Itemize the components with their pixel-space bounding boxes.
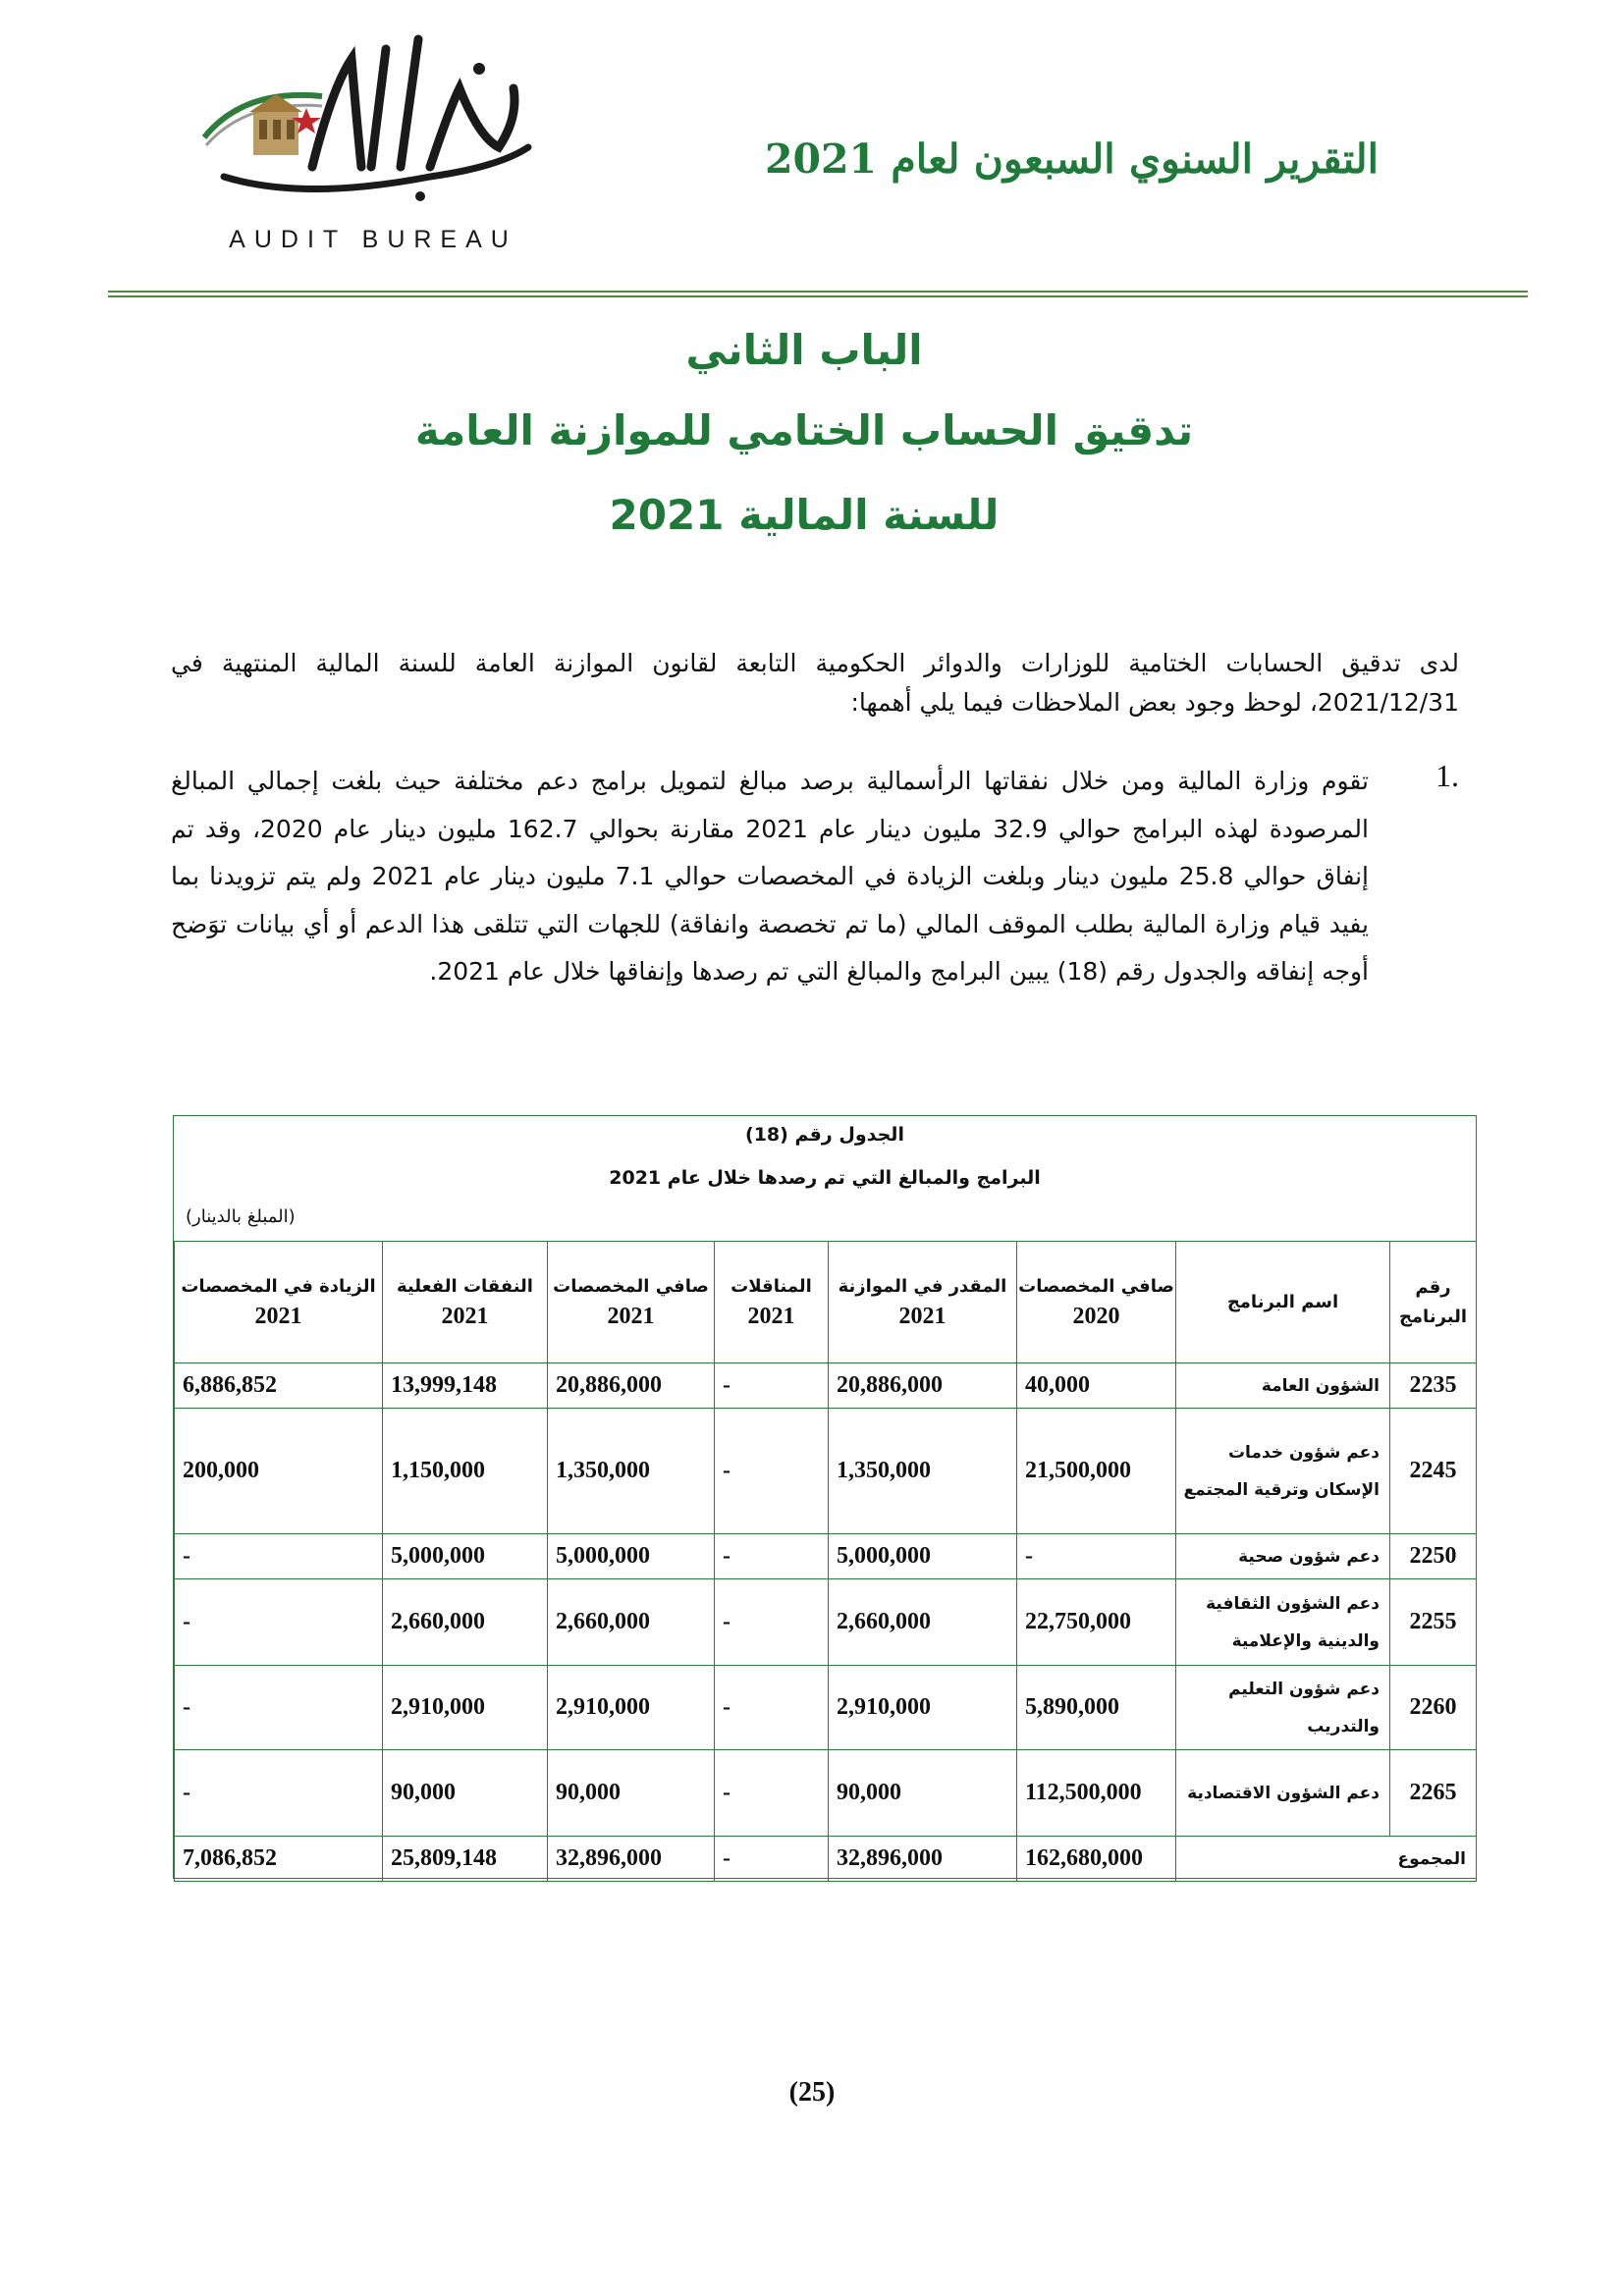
- cell-program-no: 2235: [1390, 1363, 1477, 1409]
- table-row: [175, 1409, 1477, 1534]
- cell-program-name: دعم الشؤون الاقتصادية: [1176, 1750, 1390, 1837]
- cell-transfers-2021: -: [715, 1579, 829, 1666]
- cell-program-no: 2265: [1390, 1750, 1477, 1837]
- cell-actual-2021: 2,660,000: [383, 1579, 548, 1666]
- cell-total-transfers-2021: -: [715, 1837, 829, 1882]
- cell-program-no: 2255: [1390, 1579, 1477, 1666]
- cell-budget-2021: 2,660,000: [829, 1579, 1017, 1666]
- cell-program-name: دعم شؤون التعليم والتدريب: [1176, 1666, 1390, 1750]
- audit-bureau-logo: [185, 29, 550, 275]
- cell-actual-2021: 5,000,000: [383, 1534, 548, 1579]
- header-divider: [108, 291, 1528, 293]
- table-total-row: [175, 1837, 1477, 1882]
- cell-net-alloc-2020: 40,000: [1017, 1363, 1176, 1409]
- cell-increase-2021: -: [175, 1579, 383, 1666]
- table-row: [175, 1579, 1477, 1666]
- cell-total-label: المجموع: [1176, 1837, 1477, 1882]
- cell-transfers-2021: -: [715, 1409, 829, 1534]
- chapter-subtitle: تدقيق الحساب الختامي للموازنة العامة: [414, 406, 1194, 454]
- report-title: التقرير السنوي السبعون لعام 2021: [764, 135, 1379, 183]
- cell-net-alloc-2021: 2,910,000: [548, 1666, 715, 1750]
- table-row: [175, 1534, 1477, 1579]
- cell-budget-2021: 1,350,000: [829, 1409, 1017, 1534]
- header-transfers-2021: المناقلات 2021: [715, 1242, 829, 1363]
- cell-net-alloc-2021: 5,000,000: [548, 1534, 715, 1579]
- cell-net-alloc-2020: -: [1017, 1534, 1176, 1579]
- header-budget-2021: المقدر في الموازنة 2021: [829, 1242, 1017, 1363]
- table-unit-note: (المبلغ بالدينار): [186, 1206, 296, 1227]
- cell-net-alloc-2020: 21,500,000: [1017, 1409, 1176, 1534]
- cell-total-actual-2021: 25,809,148: [383, 1837, 548, 1882]
- header-divider-secondary: [108, 295, 1528, 297]
- cell-increase-2021: 6,886,852: [175, 1363, 383, 1409]
- header-program-no: رقم البرنامج: [1390, 1242, 1477, 1363]
- cell-net-alloc-2021: 1,350,000: [548, 1409, 715, 1534]
- page-number: (25): [788, 2077, 836, 2108]
- table-header-row: [175, 1242, 1477, 1363]
- programs-table: [174, 1241, 1477, 1882]
- header-program-name: اسم البرنامج: [1176, 1242, 1390, 1363]
- cell-increase-2021: -: [175, 1666, 383, 1750]
- header-increase-2021: الزيادة في المخصصات 2021: [175, 1242, 383, 1363]
- programs-table-box: [173, 1115, 1477, 1879]
- cell-program-name: الشؤون العامة: [1176, 1363, 1390, 1409]
- table-number-caption: الجدول رقم (18): [745, 1124, 904, 1146]
- cell-increase-2021: -: [175, 1750, 383, 1837]
- header-net-alloc-2021: صافي المخصصات 2021: [548, 1242, 715, 1363]
- cell-total-net-alloc-2021: 32,896,000: [548, 1837, 715, 1882]
- cell-program-no: 2245: [1390, 1409, 1477, 1534]
- cell-budget-2021: 2,910,000: [829, 1666, 1017, 1750]
- cell-increase-2021: -: [175, 1534, 383, 1579]
- cell-net-alloc-2020: 112,500,000: [1017, 1750, 1176, 1837]
- cell-transfers-2021: -: [715, 1363, 829, 1409]
- table-row: [175, 1666, 1477, 1750]
- cell-net-alloc-2020: 5,890,000: [1017, 1666, 1176, 1750]
- cell-total-increase-2021: 7,086,852: [175, 1837, 383, 1882]
- cell-actual-2021: 90,000: [383, 1750, 548, 1837]
- logo-english-text: AUDIT BUREAU: [229, 226, 517, 253]
- cell-budget-2021: 20,886,000: [829, 1363, 1017, 1409]
- cell-program-no: 2260: [1390, 1666, 1477, 1750]
- cell-program-name: دعم شؤون صحية: [1176, 1534, 1390, 1579]
- list-item-number: .1: [1435, 758, 1459, 793]
- cell-program-name: دعم شؤون خدمات الإسكان وترقية المجتمع: [1176, 1409, 1390, 1534]
- cell-program-name: دعم الشؤون الثقافية والدينية والإعلامية: [1176, 1579, 1390, 1666]
- chapter-title: الباب الثاني: [685, 326, 923, 374]
- cell-program-no: 2250: [1390, 1534, 1477, 1579]
- cell-actual-2021: 13,999,148: [383, 1363, 548, 1409]
- cell-transfers-2021: -: [715, 1750, 829, 1837]
- cell-net-alloc-2021: 90,000: [548, 1750, 715, 1837]
- intro-paragraph: لدى تدقيق الحسابات الختامية للوزارات والدوائر الحكومية التابعة لقانون الموازنة العامة للسنة المالية المنتهية في 2021/12/31، لوحظ وجود بعض الملاحظات فيما يلي أهمها:: [171, 649, 1459, 717]
- cell-transfers-2021: -: [715, 1534, 829, 1579]
- cell-budget-2021: 90,000: [829, 1750, 1017, 1837]
- logo-emblem-icon: [185, 29, 550, 226]
- cell-increase-2021: 200,000: [175, 1409, 383, 1534]
- cell-net-alloc-2021: 20,886,000: [548, 1363, 715, 1409]
- table-row: [175, 1363, 1477, 1409]
- header-net-alloc-2020: صافي المخصصات 2020: [1017, 1242, 1176, 1363]
- cell-transfers-2021: -: [715, 1666, 829, 1750]
- cell-budget-2021: 5,000,000: [829, 1534, 1017, 1579]
- cell-total-budget-2021: 32,896,000: [829, 1837, 1017, 1882]
- cell-actual-2021: 2,910,000: [383, 1666, 548, 1750]
- chapter-fiscal-year: للسنة المالية 2021: [609, 491, 1000, 539]
- cell-net-alloc-2021: 2,660,000: [548, 1579, 715, 1666]
- list-item-text: تقوم وزارة المالية ومن خلال نفقاتها الرأسمالية برصد مبالغ لتمويل برامج دعم مختلفة حيث بلغت إجمالي المبالغ المرصودة لهذه البرامج حوالي 32.9 مليون دينار عام 2021 مقارنة بحوالي 162.7 مليون دينار عام 2020، وقد تم إنفاق حوالي 25.8 مليون دينار وبلغت الزيادة في المخصصات حوالي 7.1 مليون دينار عام 2021 ولم يتم تزويدنا بما يفيد قيام وزارة المالية بطلب الموقف المالي (ما تم تخصصة وانفاقة) للجهات التي تتلقى هذا الدعم أو أي بيانات توَضح أوجه إنفاقه والجدول رقم (18) يبين البرامج والمبالغ التي تم رصدها وإنفاقها خلال عام 2021.: [171, 767, 1370, 986]
- cell-net-alloc-2020: 22,750,000: [1017, 1579, 1176, 1666]
- table-row: [175, 1750, 1477, 1837]
- table-title-caption: البرامج والمبالغ التي تم رصدها خلال عام 2021: [609, 1167, 1041, 1189]
- cell-actual-2021: 1,150,000: [383, 1409, 548, 1534]
- cell-total-net-alloc-2020: 162,680,000: [1017, 1837, 1176, 1882]
- header-actual-2021: النفقات الفعلية 2021: [383, 1242, 548, 1363]
